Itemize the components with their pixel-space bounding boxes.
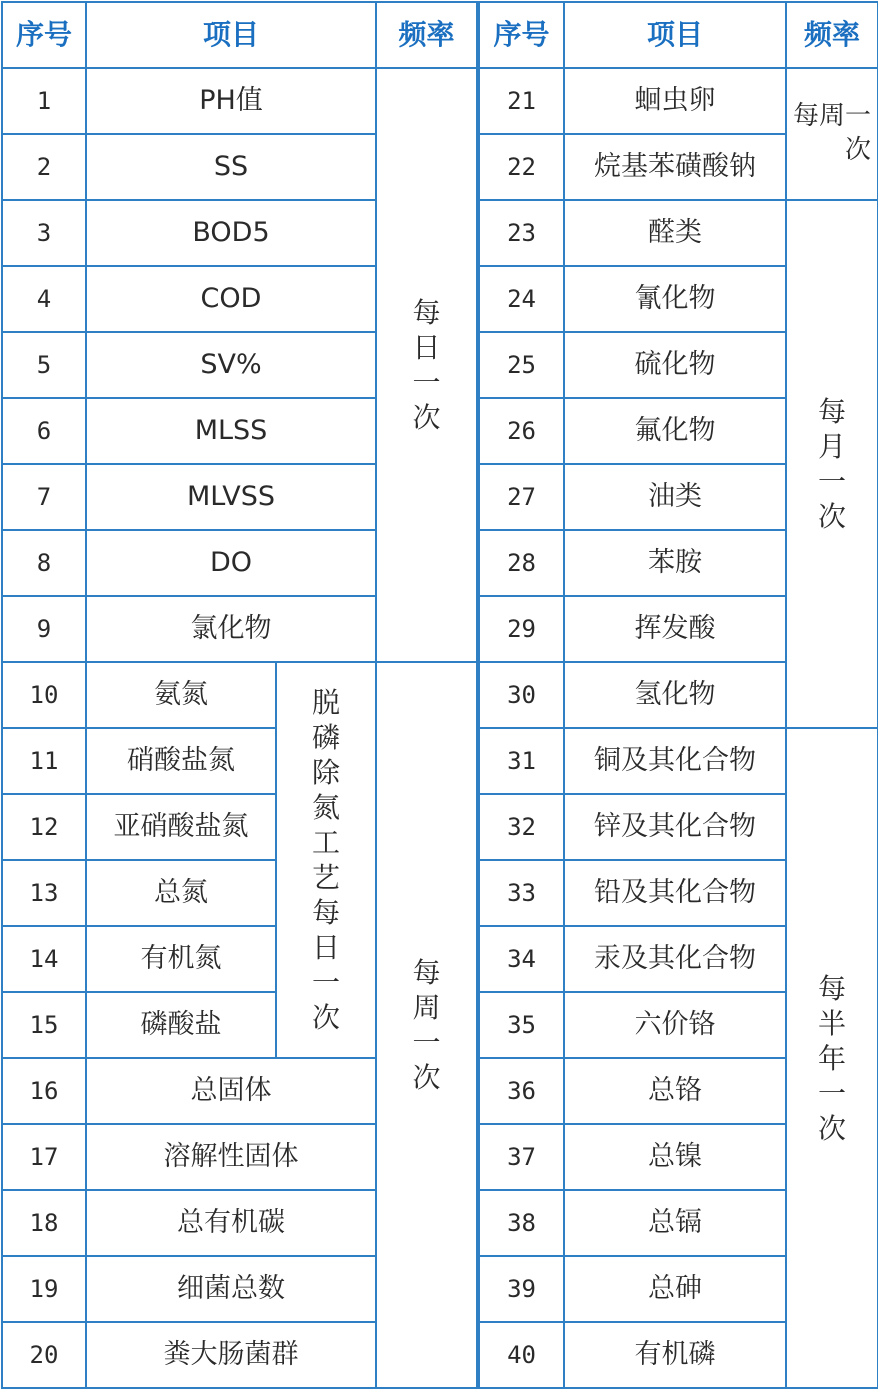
left-item-cell: COD [86, 266, 376, 332]
left-item-cell: 氯化物 [86, 596, 376, 662]
left-seq-cell: 14 [2, 926, 86, 992]
right-item-cell: 油类 [564, 464, 786, 530]
left-item-cell: 粪大肠菌群 [86, 1322, 376, 1388]
header-freq-left: 频率 [376, 2, 478, 68]
right-seq-cell: 28 [478, 530, 564, 596]
left-seq-cell: 18 [2, 1190, 86, 1256]
right-seq-cell: 23 [478, 200, 564, 266]
right-item-cell: 锌及其化合物 [564, 794, 786, 860]
right-seq-cell: 25 [478, 332, 564, 398]
left-seq-cell: 1 [2, 68, 86, 134]
right-seq-cell: 26 [478, 398, 564, 464]
left-seq-cell: 7 [2, 464, 86, 530]
left-denitrification-note-text: 脱磷除氮工艺每日一次 [312, 686, 341, 1034]
left-item-cell: DO [86, 530, 376, 596]
right-item-cell: 氢化物 [564, 662, 786, 728]
left-seq-cell: 13 [2, 860, 86, 926]
right-item-cell: 挥发酸 [564, 596, 786, 662]
right-seq-cell: 37 [478, 1124, 564, 1190]
left-item-cell: MLSS [86, 398, 376, 464]
table-row [2, 68, 878, 134]
right-freq-half-yearly-text: 每半年一次 [818, 971, 847, 1145]
table-row [2, 662, 878, 728]
right-item-cell: 有机磷 [564, 1322, 786, 1388]
right-item-cell: 醛类 [564, 200, 786, 266]
right-freq-weekly: 每周一次 [786, 68, 878, 200]
left-item-cell: 氨氮 [86, 662, 276, 728]
left-seq-cell: 5 [2, 332, 86, 398]
right-item-cell: 总铬 [564, 1058, 786, 1124]
right-seq-cell: 21 [478, 68, 564, 134]
right-item-cell: 铅及其化合物 [564, 860, 786, 926]
right-seq-cell: 36 [478, 1058, 564, 1124]
left-item-cell: PH值 [86, 68, 376, 134]
left-item-cell: SS [86, 134, 376, 200]
right-item-cell: 铜及其化合物 [564, 728, 786, 794]
right-item-cell: 六价铬 [564, 992, 786, 1058]
left-seq-cell: 9 [2, 596, 86, 662]
left-seq-cell: 4 [2, 266, 86, 332]
right-freq-monthly [786, 200, 878, 728]
right-freq-monthly-text: 每月一次 [818, 395, 847, 533]
left-seq-cell: 15 [2, 992, 86, 1058]
left-seq-cell: 17 [2, 1124, 86, 1190]
header-item-left: 项目 [86, 2, 376, 68]
right-seq-cell: 34 [478, 926, 564, 992]
left-item-cell: 磷酸盐 [86, 992, 276, 1058]
left-item-cell: 细菌总数 [86, 1256, 376, 1322]
right-item-cell: 氰化物 [564, 266, 786, 332]
header-row [2, 2, 878, 68]
header-item-right: 项目 [564, 2, 786, 68]
left-freq-daily-text: 每日一次 [412, 296, 441, 434]
left-item-cell: 溶解性固体 [86, 1124, 376, 1190]
left-item-cell: 总固体 [86, 1058, 376, 1124]
left-seq-cell: 8 [2, 530, 86, 596]
right-item-cell: 总砷 [564, 1256, 786, 1322]
left-item-cell: MLVSS [86, 464, 376, 530]
left-item-cell: BOD5 [86, 200, 376, 266]
left-item-cell: 硝酸盐氮 [86, 728, 276, 794]
left-seq-cell: 20 [2, 1322, 86, 1388]
right-seq-cell: 33 [478, 860, 564, 926]
left-item-cell: 总有机碳 [86, 1190, 376, 1256]
left-denitrification-note [276, 662, 376, 1058]
right-seq-cell: 39 [478, 1256, 564, 1322]
left-freq-daily [376, 68, 478, 662]
right-freq-half-yearly [786, 728, 878, 1388]
left-item-cell: 亚硝酸盐氮 [86, 794, 276, 860]
right-item-cell: 氟化物 [564, 398, 786, 464]
right-item-cell: 总镍 [564, 1124, 786, 1190]
right-seq-cell: 35 [478, 992, 564, 1058]
right-seq-cell: 38 [478, 1190, 564, 1256]
right-item-cell: 汞及其化合物 [564, 926, 786, 992]
left-seq-cell: 2 [2, 134, 86, 200]
right-seq-cell: 22 [478, 134, 564, 200]
right-seq-cell: 31 [478, 728, 564, 794]
left-freq-weekly [376, 662, 478, 1388]
left-item-cell: SV% [86, 332, 376, 398]
header-freq-right: 频率 [786, 2, 878, 68]
right-item-cell: 烷基苯磺酸钠 [564, 134, 786, 200]
header-seq-right: 序号 [478, 2, 564, 68]
monitoring-frequency-table [1, 1, 878, 1389]
left-seq-cell: 10 [2, 662, 86, 728]
right-seq-cell: 40 [478, 1322, 564, 1388]
left-item-cell: 有机氮 [86, 926, 276, 992]
left-item-cell: 总氮 [86, 860, 276, 926]
right-item-cell: 苯胺 [564, 530, 786, 596]
right-seq-cell: 30 [478, 662, 564, 728]
left-freq-weekly-text: 每周一次 [412, 956, 441, 1094]
left-seq-cell: 16 [2, 1058, 86, 1124]
right-item-cell: 硫化物 [564, 332, 786, 398]
right-seq-cell: 29 [478, 596, 564, 662]
right-seq-cell: 27 [478, 464, 564, 530]
header-seq-left: 序号 [2, 2, 86, 68]
right-item-cell: 总镉 [564, 1190, 786, 1256]
right-seq-cell: 32 [478, 794, 564, 860]
left-seq-cell: 6 [2, 398, 86, 464]
left-seq-cell: 3 [2, 200, 86, 266]
left-seq-cell: 12 [2, 794, 86, 860]
right-item-cell: 蛔虫卵 [564, 68, 786, 134]
left-seq-cell: 11 [2, 728, 86, 794]
right-seq-cell: 24 [478, 266, 564, 332]
left-seq-cell: 19 [2, 1256, 86, 1322]
